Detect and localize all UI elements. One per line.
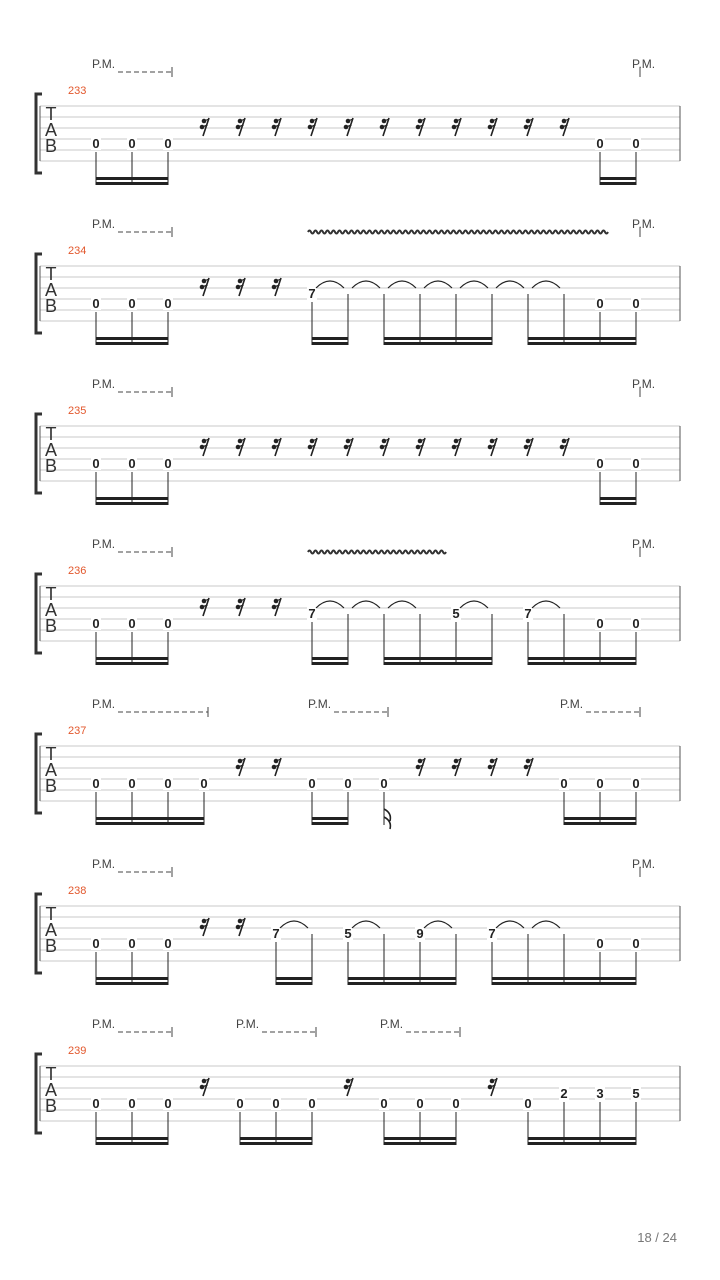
fret-number: 0 (128, 456, 136, 471)
beam (384, 657, 492, 660)
fret-number: 0 (308, 1096, 316, 1111)
fret-number: 0 (164, 776, 172, 791)
fret-number: 0 (92, 936, 100, 951)
sixteenth-rest (200, 598, 209, 616)
beam (276, 977, 312, 980)
fret-number: 0 (596, 456, 604, 471)
sixteenth-rest (488, 118, 497, 136)
beam (240, 1137, 312, 1140)
beam (384, 337, 492, 340)
fret-number: 0 (596, 296, 604, 311)
tab-clef-letter: B (44, 936, 58, 956)
beam (528, 1137, 636, 1140)
beam (384, 662, 492, 665)
beam (384, 1142, 456, 1145)
fret-number: 0 (92, 296, 100, 311)
sixteenth-rest (308, 118, 317, 136)
tab-clef-letter: B (44, 136, 58, 156)
fret-number: 0 (632, 456, 640, 471)
sixteenth-rest (272, 118, 281, 136)
fret-number: 0 (632, 136, 640, 151)
tie-arc (424, 921, 452, 928)
fret-number: 0 (164, 936, 172, 951)
sixteenth-rest (488, 438, 497, 456)
tab-clef-letter: B (44, 296, 58, 316)
fret-number: 2 (560, 1086, 568, 1101)
fret-number: 0 (416, 1096, 424, 1111)
beam (312, 817, 348, 820)
tie-arc (352, 601, 380, 608)
sixteenth-rest (416, 438, 425, 456)
palm-mute-label: P.M. (92, 377, 116, 391)
sixteenth-rest (488, 758, 497, 776)
tie-arc (316, 601, 344, 608)
fret-number: 0 (92, 1096, 100, 1111)
tab-clef-letter: T (45, 1064, 57, 1084)
beam (312, 342, 348, 345)
sixteenth-rest (200, 1078, 209, 1096)
beam (96, 657, 168, 660)
measure-number: 236 (68, 565, 87, 577)
beam (348, 977, 456, 980)
tie-arc (532, 601, 560, 608)
fret-number: 5 (452, 606, 460, 621)
measure-number: 238 (68, 885, 87, 897)
vibrato-mark (308, 231, 608, 234)
sixteenth-rest (524, 758, 533, 776)
fret-number: 0 (380, 1096, 388, 1111)
tie-arc (388, 281, 416, 288)
beam (528, 1142, 636, 1145)
palm-mute-label: P.M. (92, 857, 116, 871)
fret-number: 0 (236, 1096, 244, 1111)
tab-clef-letter: B (44, 1096, 58, 1116)
beam (492, 982, 636, 985)
beam (312, 822, 348, 825)
fret-number: 0 (128, 136, 136, 151)
palm-mute-label: P.M. (380, 1017, 404, 1031)
tab-system (36, 57, 680, 185)
fret-number: 0 (128, 776, 136, 791)
tie-arc (532, 921, 560, 928)
sixteenth-rest (200, 118, 209, 136)
beam (96, 662, 168, 665)
fret-number: 0 (164, 1096, 172, 1111)
fret-number: 7 (488, 926, 496, 941)
fret-number: 0 (164, 136, 172, 151)
fret-number: 0 (596, 776, 604, 791)
fret-number: 0 (200, 776, 208, 791)
tab-clef-letter: A (44, 120, 58, 140)
beam (312, 662, 348, 665)
sixteenth-rest (452, 758, 461, 776)
sixteenth-rest (236, 758, 245, 776)
sixteenth-rest (200, 438, 209, 456)
beam (276, 982, 312, 985)
tab-clef-letter: A (44, 280, 58, 300)
fret-number: 0 (632, 936, 640, 951)
fret-number: 3 (596, 1086, 604, 1101)
fret-number: 0 (128, 296, 136, 311)
tie-arc (280, 921, 308, 928)
tie-arc (424, 281, 452, 288)
beam (528, 657, 636, 660)
tie-arc (496, 281, 524, 288)
sixteenth-rest (200, 918, 209, 936)
sixteenth-rest (380, 118, 389, 136)
sixteenth-rest (416, 758, 425, 776)
beam (384, 1137, 456, 1140)
beam (600, 497, 636, 500)
tie-arc (460, 281, 488, 288)
fret-number: 0 (524, 1096, 532, 1111)
palm-mute-label: P.M. (632, 857, 656, 871)
fret-number: 0 (92, 136, 100, 151)
beam (528, 342, 636, 345)
sixteenth-rest (272, 758, 281, 776)
palm-mute-label: P.M. (632, 377, 656, 391)
tab-clef-letter: A (44, 600, 58, 620)
palm-mute-label: P.M. (632, 217, 656, 231)
tie-arc (352, 281, 380, 288)
tab-system (36, 537, 680, 665)
sixteenth-rest (344, 1078, 353, 1096)
fret-number: 0 (92, 616, 100, 631)
beam (96, 817, 204, 820)
fret-number: 0 (344, 776, 352, 791)
fret-number: 0 (92, 456, 100, 471)
page-number: 18 / 24 (637, 1230, 677, 1245)
fret-number: 0 (380, 776, 388, 791)
tab-system (36, 697, 680, 829)
tab-clef-letter: T (45, 584, 57, 604)
tab-system (36, 217, 680, 345)
fret-number: 0 (632, 616, 640, 631)
beam (492, 977, 636, 980)
palm-mute-label: P.M. (92, 1017, 116, 1031)
beam (96, 1142, 168, 1145)
beam (564, 817, 636, 820)
tie-arc (460, 601, 488, 608)
fret-number: 7 (308, 606, 316, 621)
sixteenth-rest (200, 278, 209, 296)
tie-arc (352, 921, 380, 928)
beam (96, 977, 168, 980)
sixteenth-rest (308, 438, 317, 456)
note-flag (384, 809, 390, 829)
fret-number: 5 (632, 1086, 640, 1101)
tab-clef-letter: B (44, 456, 58, 476)
beam (600, 182, 636, 185)
beam (600, 177, 636, 180)
beam (96, 337, 168, 340)
beam (96, 822, 204, 825)
sixteenth-rest (524, 118, 533, 136)
tab-clef-letter: T (45, 744, 57, 764)
palm-mute-label: P.M. (92, 537, 116, 551)
sixteenth-rest (272, 598, 281, 616)
tab-clef-letter: T (45, 104, 57, 124)
tab-clef-letter: T (45, 904, 57, 924)
sixteenth-rest (344, 438, 353, 456)
fret-number: 9 (416, 926, 424, 941)
fret-number: 0 (164, 456, 172, 471)
beam (96, 1137, 168, 1140)
sixteenth-rest (488, 1078, 497, 1096)
beam (564, 822, 636, 825)
tab-clef-letter: A (44, 920, 58, 940)
fret-number: 0 (308, 776, 316, 791)
fret-number: 0 (92, 776, 100, 791)
tab-system (36, 1017, 680, 1145)
fret-number: 0 (596, 936, 604, 951)
beam (96, 342, 168, 345)
measure-number: 239 (68, 1045, 87, 1057)
sixteenth-rest (416, 118, 425, 136)
sixteenth-rest (380, 438, 389, 456)
fret-number: 5 (344, 926, 352, 941)
sixteenth-rest (560, 438, 569, 456)
fret-number: 0 (164, 616, 172, 631)
fret-number: 0 (452, 1096, 460, 1111)
tie-arc (316, 281, 344, 288)
beam (240, 1142, 312, 1145)
sixteenth-rest (272, 278, 281, 296)
beam (96, 182, 168, 185)
beam (312, 337, 348, 340)
tab-system (36, 857, 680, 985)
tab-clef-letter: A (44, 1080, 58, 1100)
tab-clef-letter: A (44, 440, 58, 460)
beam (96, 502, 168, 505)
fret-number: 7 (308, 286, 316, 301)
fret-number: 0 (632, 776, 640, 791)
fret-number: 0 (164, 296, 172, 311)
tie-arc (388, 601, 416, 608)
fret-number: 0 (128, 616, 136, 631)
tab-clef-letter: T (45, 264, 57, 284)
tab-clef-letter: B (44, 616, 58, 636)
fret-number: 7 (524, 606, 532, 621)
sixteenth-rest (452, 118, 461, 136)
tab-system (36, 377, 680, 505)
beam (600, 502, 636, 505)
fret-number: 0 (272, 1096, 280, 1111)
beam (312, 657, 348, 660)
tab-clef-letter: B (44, 776, 58, 796)
palm-mute-label: P.M. (632, 57, 656, 71)
vibrato-mark (308, 551, 446, 554)
beam (96, 177, 168, 180)
palm-mute-label: P.M. (236, 1017, 260, 1031)
sixteenth-rest (236, 918, 245, 936)
measure-number: 235 (68, 405, 87, 417)
palm-mute-label: P.M. (92, 57, 116, 71)
beam (528, 662, 636, 665)
palm-mute-label: P.M. (308, 697, 332, 711)
tab-clef-letter: A (44, 760, 58, 780)
beam (384, 342, 492, 345)
sixteenth-rest (236, 438, 245, 456)
palm-mute-label: P.M. (92, 697, 116, 711)
fret-number: 0 (596, 136, 604, 151)
tie-arc (496, 921, 524, 928)
measure-number: 237 (68, 725, 87, 737)
palm-mute-label: P.M. (632, 537, 656, 551)
measure-number: 233 (68, 85, 87, 97)
sixteenth-rest (236, 598, 245, 616)
sixteenth-rest (560, 118, 569, 136)
tab-clef-letter: T (45, 424, 57, 444)
fret-number: 0 (128, 1096, 136, 1111)
sixteenth-rest (524, 438, 533, 456)
beam (348, 982, 456, 985)
measure-number: 234 (68, 245, 87, 257)
fret-number: 0 (560, 776, 568, 791)
palm-mute-label: P.M. (560, 697, 584, 711)
beam (96, 497, 168, 500)
fret-number: 0 (632, 296, 640, 311)
fret-number: 0 (596, 616, 604, 631)
fret-number: 0 (128, 936, 136, 951)
beam (528, 337, 636, 340)
sixteenth-rest (236, 118, 245, 136)
beam (96, 982, 168, 985)
sixteenth-rest (452, 438, 461, 456)
sixteenth-rest (236, 278, 245, 296)
sixteenth-rest (272, 438, 281, 456)
palm-mute-label: P.M. (92, 217, 116, 231)
tie-arc (532, 281, 560, 288)
sixteenth-rest (344, 118, 353, 136)
fret-number: 7 (272, 926, 280, 941)
